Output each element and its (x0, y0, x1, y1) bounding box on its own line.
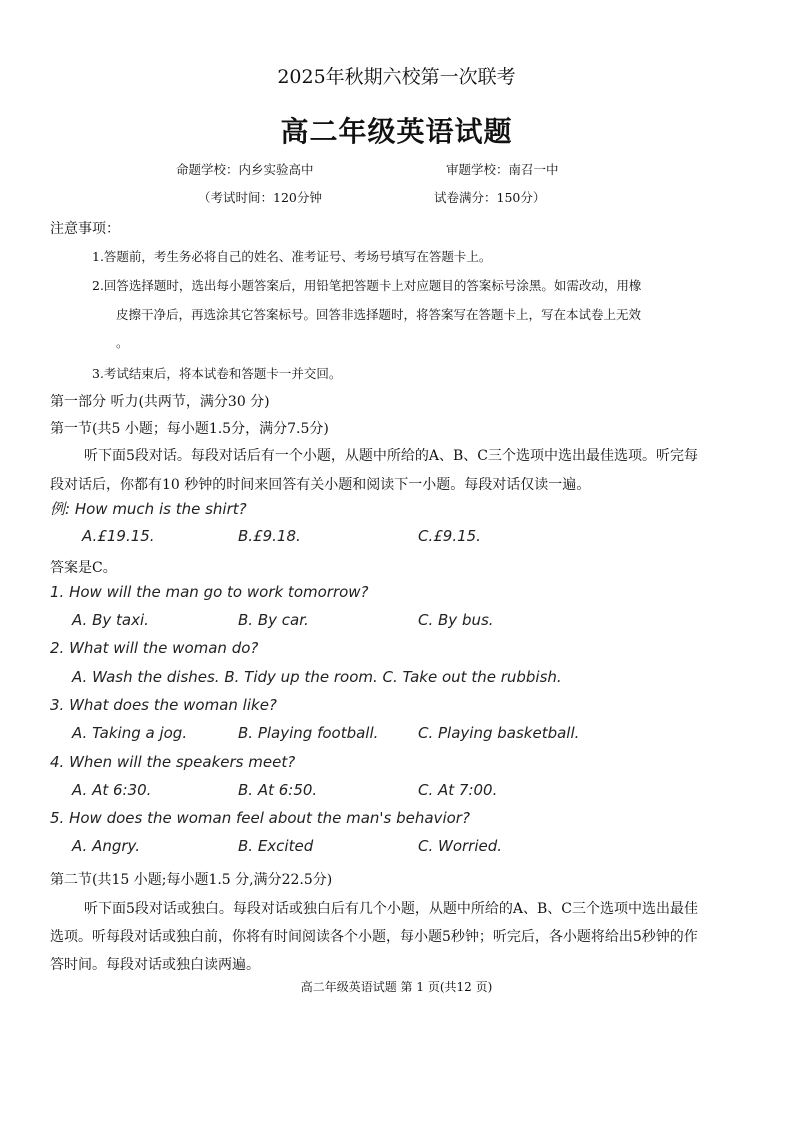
question-4-option-c: C. At 7:00. (418, 781, 498, 799)
question-1-option-b: B. By car. (238, 611, 309, 629)
question-5-option-b: B. Excited (238, 837, 314, 855)
note-item-2-line-2: 皮擦干净后，再选涂其它答案标号。回答非选择题时，将答案写在答题卡上，写在本试卷上无效 (116, 307, 642, 322)
exam-name: 2025年秋期六校第一次联考 (277, 66, 516, 88)
question-3-option-c: C. Playing basketball. (418, 724, 580, 742)
example-question: 例: How much is the shirt? (50, 500, 247, 518)
question-3: 3. What does the woman like? (50, 696, 277, 714)
question-4: 4. When will the speakers meet? (50, 753, 296, 771)
section2-instruction-line-2: 选项。听每段对话或独白前，你将有时间阅读各个小题，每小题5秒钟；听完后，各小题将给出5秒钟的作 (50, 929, 698, 945)
question-1-option-c: C. By bus. (418, 611, 494, 629)
note-item-3: 3.考试结束后，将本试卷和答题卡一并交回。 (92, 366, 342, 381)
question-4-option-a: A. At 6:30. (72, 781, 152, 799)
example-option-c: C.£9.15. (418, 527, 481, 545)
example-option-a: A.£19.15. (82, 527, 155, 545)
section1-instruction-line-2: 段对话后，你都有10 秒钟的时间来回答有关小题和阅读下一小题。每段对话仅读一遍。 (50, 477, 591, 493)
note-item-2-line-3: 。 (116, 335, 129, 350)
question-5-option-c: C. Worried. (418, 837, 503, 855)
question-3-option-b: B. Playing football. (238, 724, 379, 742)
question-5-option-a: A. Angry. (72, 837, 141, 855)
example-answer: 答案是C。 (50, 560, 117, 576)
question-4-option-b: B. At 6:50. (238, 781, 318, 799)
section2-heading: 第二节(共15 小题;每小题1.5 分,满分22.5分) (50, 872, 333, 888)
question-1: 1. How will the man go to work tomorrow? (50, 583, 369, 601)
question-2-options: A. Wash the dishes. B. Tidy up the room. C. Take out the rubbish. (72, 668, 562, 686)
question-5: 5. How does the woman feel about the man's behavior? (50, 809, 470, 827)
full-score: 试卷满分：150分） (434, 190, 546, 205)
notes-heading: 注意事项： (50, 221, 120, 237)
part1-heading: 第一部分 听力(共两节，满分30 分) (50, 394, 270, 410)
question-1-option-a: A. By taxi. (72, 611, 149, 629)
question-2: 2. What will the woman do? (50, 639, 259, 657)
reviewer-school: 审题学校：南召一中 (446, 162, 559, 177)
exam-time: （考试时间：120分钟 (198, 190, 322, 205)
setter-school: 命题学校：内乡实验高中 (176, 162, 314, 177)
section2-instruction-line-3: 答时间。每段对话或独白读两遍。 (50, 957, 260, 973)
section2-instruction-line-1: 听下面5段对话或独白。每段对话或独白后有几个小题，从题中所给的A、B、C三个选项中选出最佳 (84, 901, 699, 917)
section1-heading: 第一节(共5 小题；每小题1.5分，满分7.5分) (50, 421, 329, 437)
note-item-1: 1.答题前，考生务必将自己的姓名、准考证号、考场号填写在答题卡上。 (92, 249, 492, 264)
section1-instruction-line-1: 听下面5段对话。每段对话后有一个小题，从题中所给的A、B、C三个选项中选出最佳选项。听完每 (84, 448, 699, 464)
page-footer: 高二年级英语试题 第 1 页(共12 页) (300, 980, 493, 994)
note-item-2-line-1: 2.回答选择题时，选出每小题答案后，用铅笔把答题卡上对应题目的答案标号涂黑。如需改动，用橡 (92, 278, 642, 293)
example-option-b: B.£9.18. (238, 527, 301, 545)
question-3-option-a: A. Taking a jog. (72, 724, 188, 742)
paper-title: 高二年级英语试题 (280, 115, 513, 148)
